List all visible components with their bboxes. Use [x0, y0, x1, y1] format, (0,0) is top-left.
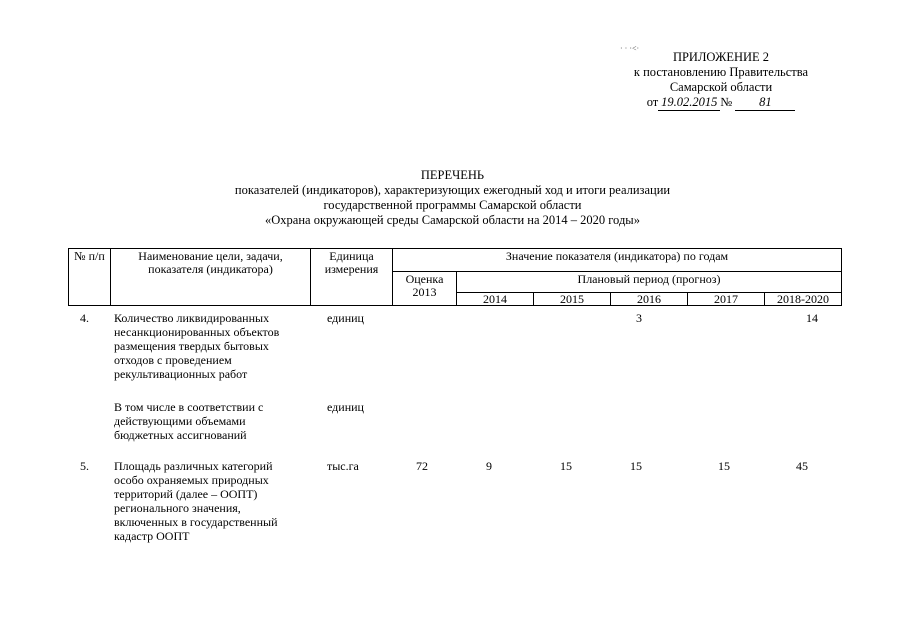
row-4-name: Количество ликвидированных несанкционированных объектов размещения твердых бытовых отходов с проведением рекультивационных работ	[114, 311, 280, 381]
stamp-mark: · · ·<·	[620, 44, 640, 53]
annex-title: ПРИЛОЖЕНИЕ 2	[672, 50, 770, 64]
row-5-value-2018-2020: 45	[796, 459, 808, 473]
document-subtitle-3: «Охрана окружающей среды Самарской области на 2014 – 2020 годы»	[265, 213, 640, 227]
document-subtitle-1: показателей (индикаторов), характеризующих ежегодный ход и итоги реализации	[234, 183, 671, 197]
row-5-estimate: 72	[416, 459, 428, 473]
header-year-2016: 2016	[611, 293, 688, 306]
document-title: ПЕРЕЧЕНЬ	[420, 168, 485, 182]
row-5-value-2016: 15	[630, 459, 642, 473]
row-4-unit: единиц	[327, 311, 364, 325]
header-year-2017: 2017	[688, 293, 765, 306]
header-year-2014: 2014	[457, 293, 534, 306]
header-estimate: Оценка 2013	[393, 272, 457, 306]
number-prefix: №	[720, 95, 733, 109]
row-5-name: Площадь различных категорий особо охраняемых природных территорий (далее – ООПТ) регионального значения, включенных в государственный кадастр ООПТ	[114, 459, 278, 543]
date-handwritten: 19.02.2015	[658, 95, 720, 111]
document-subtitle-2: государственной программы Самарской области	[323, 198, 582, 212]
row-4-value-2016: 3	[636, 311, 642, 325]
row-5-unit: тыс.га	[327, 459, 359, 473]
header-num: № п/п	[69, 249, 111, 306]
row-5-num: 5.	[80, 459, 89, 473]
row-5-value-2017: 15	[718, 459, 730, 473]
annex-line-2: к постановлению Правительства	[633, 65, 809, 79]
row-5-value-2014: 9	[486, 459, 492, 473]
annex-line-3: Самарской области	[669, 80, 773, 94]
row-5-value-2015: 15	[560, 459, 572, 473]
row-4-sub-unit: единиц	[327, 400, 364, 414]
indicators-table-header	[68, 248, 842, 306]
header-year-2015: 2015	[534, 293, 611, 306]
row-4-num: 4.	[80, 311, 89, 325]
date-prefix: от	[646, 95, 659, 109]
header-values: Значение показателя (индикатора) по годам	[393, 249, 842, 272]
row-4-value-2018-2020: 14	[806, 311, 818, 325]
annex-block	[616, 50, 826, 111]
header-plan-period: Плановый период (прогноз)	[457, 272, 842, 293]
header-year-2018-2020: 2018-2020	[765, 293, 842, 306]
header-unit: Единица измерения	[311, 249, 393, 306]
annex-date-line	[616, 95, 826, 111]
number-handwritten: 81	[735, 95, 795, 111]
row-4-sub-name: В том числе в соответствии с действующими объемами бюджетных ассигнований	[114, 400, 264, 442]
header-name: Наименование цели, задачи, показателя (индикатора)	[111, 249, 311, 306]
document-title-block	[180, 168, 725, 228]
